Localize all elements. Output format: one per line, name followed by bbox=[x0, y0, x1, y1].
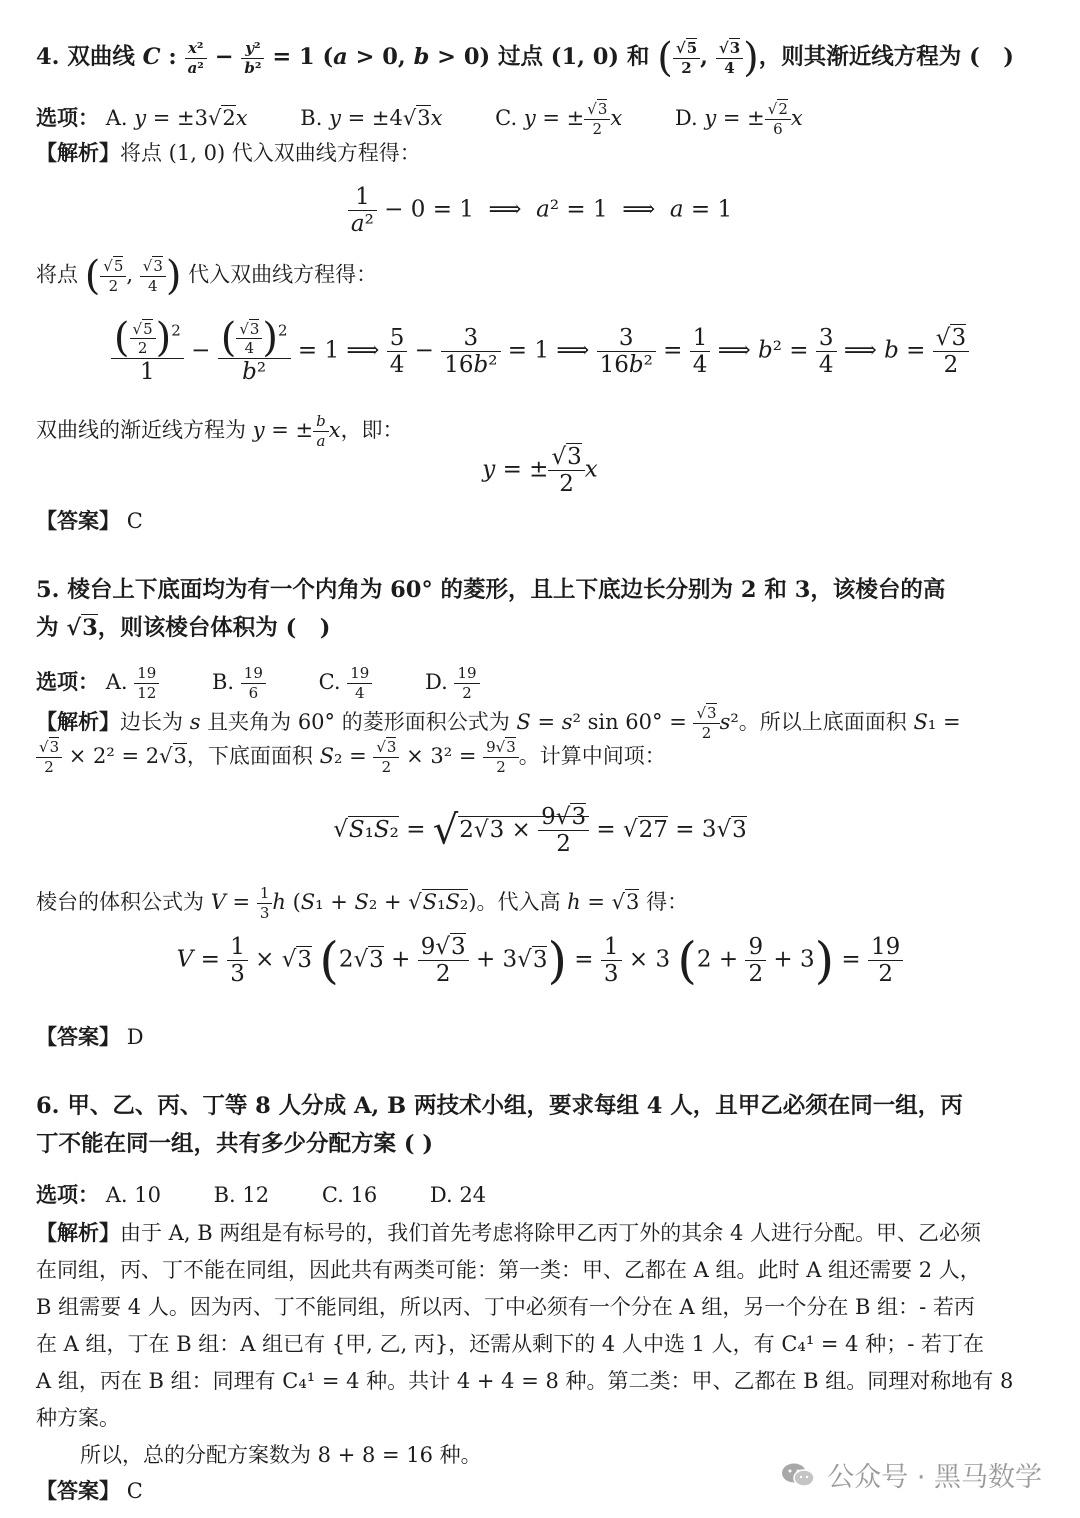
q6-options bbox=[36, 1182, 486, 1208]
analysis-label: 【解析】 bbox=[36, 140, 120, 165]
q6-analysis-line: 种方案。 bbox=[36, 1406, 120, 1430]
q4-analysis-2: 将点 ( $\frac{√5}{2}$ , $\frac{√3}{4}$ ) 代入双曲线方程得： bbox=[36, 253, 378, 299]
q4-equation-2: ( $\frac{√5}{2}$ )$^2$ 1 − ( $\frac{√3}{4}$ )$^2$ b² = 1 ⟹ $\frac{5}{4}$ − $\frac{3}{\text{16b²}}$ = 1 ⟹ $\frac{3}{\text{16b²}}$ = $\frac{1}{4}$ ⟹ b² = $\frac{3}{4}$ ⟹ b = $\frac{√3}{2}$ bbox=[0, 318, 1080, 385]
q5-option-a: A. $\frac{19}{12}$ bbox=[106, 670, 160, 694]
q6-option-b: B. 12 bbox=[213, 1183, 270, 1207]
q4-analysis-1: 【解析】将点 (1, 0) 代入双曲线方程得： bbox=[36, 140, 421, 165]
q6-answer bbox=[36, 1478, 143, 1504]
q5-options bbox=[36, 664, 480, 703]
q4-answer-value: C bbox=[126, 509, 143, 533]
q5-title-2: 为 √3，则该棱台体积为 ( ) bbox=[36, 615, 331, 641]
q5-option-b: B. $\frac{19}{6}$ bbox=[212, 670, 266, 694]
q4-answer bbox=[36, 508, 143, 534]
q6-option-a: A. 10 bbox=[105, 1183, 161, 1207]
q5-answer bbox=[36, 1024, 144, 1050]
analysis-label: 【解析】 bbox=[36, 708, 120, 734]
q5-analysis-1: 【解析】边长为 s 且夹角为 60° 的菱形面积公式为 S = s² sin 60° = $\frac{√3}{2}$ s²。所以上底面面积 S₁ = bbox=[36, 704, 961, 742]
q4-equation-3: y = ± $\frac{√3}{2}$ x bbox=[482, 444, 598, 497]
q5-analysis-2: $\frac{√3}{2}$ × 2² = 2√3，下底面面积 S₂ = $\frac{√3}{2}$ × 3² = $\frac{9√3}{2}$ 。计算中间项： bbox=[36, 738, 666, 777]
q5-equation-1: √S₁S₂ = √2√3 × $\frac{9√3}{2}$ = √27 = 3√3 bbox=[333, 804, 747, 857]
q6-answer-value: C bbox=[126, 1479, 143, 1503]
q6-title-2: 丁不能在同一组，共有多少分配方案 ( ) bbox=[36, 1131, 433, 1157]
q6-title-1: 6. 甲、乙、丙、丁等 8 人分成 A, B 两技术小组，要求每组 4 人，且甲乙必须在同一组，丙 bbox=[36, 1093, 963, 1119]
q6-option-d: D. 24 bbox=[429, 1183, 487, 1207]
q5-title-1: 5. 棱台上下底面均为有一个内角为 60° 的菱形，且上下底边长分别为 2 和 3，该棱台的高 bbox=[36, 577, 946, 603]
options-label: 选项： bbox=[36, 1182, 99, 1207]
q6-analysis-conclusion: 所以，总的分配方案数为 8 + 8 = 16 种。 bbox=[80, 1443, 482, 1467]
options-label: 选项： bbox=[36, 104, 99, 130]
answer-label: 【答案】 bbox=[36, 508, 120, 533]
q5-option-d: D. $\frac{19}{2}$ bbox=[425, 670, 480, 694]
q6-analysis-line: A 组，丙在 B 组：同理有 C₄¹ = 4 种。共计 4 + 4 = 8 种。第二类：甲、乙都在 B 组。同理对称地有 8 bbox=[36, 1369, 1014, 1393]
q4-options: 选项： A. y = ±3√2x B. y = ±4√3x C. y = ± $\frac{√3}{2}$ x D. y = ± $\frac{√2}{6}$ x bbox=[36, 100, 803, 138]
answer-label: 【答案】 bbox=[36, 1024, 120, 1049]
q5-equation-2: V = $\frac{1}{3}$ × √3 (2√3 + $\frac{9√3}{2}$ + 3√3) = $\frac{1}{3}$ × 3 (2 + $\frac{9}{2}$ + 3) = $\frac{19}{2}$ bbox=[0, 934, 1080, 987]
wechat-icon bbox=[781, 1462, 815, 1488]
q5-analysis-3: 棱台的体积公式为 V = $\frac{1}{3}$ h (S₁ + S₂ + √S₁S₂)。代入高 h = √3 得： bbox=[36, 884, 689, 922]
q6-option-c: C. 16 bbox=[321, 1183, 378, 1207]
answer-label: 【答案】 bbox=[36, 1478, 120, 1503]
watermark bbox=[781, 1455, 1042, 1494]
q6-analysis-line: 在 A 组，丁在 B 组：A 组已有 {甲, 乙, 丙}，还需从剩下的 4 人中选 1 人，有 C₄¹ = 4 种；- 若丁在 bbox=[36, 1332, 984, 1356]
q5-option-c: C. $\frac{19}{4}$ bbox=[319, 670, 373, 694]
options-label: 选项： bbox=[36, 668, 99, 694]
q5-answer-value: D bbox=[126, 1025, 144, 1049]
q4-title: 4. 双曲线 C : $\frac{\text{x²}}{\text{a²}}$ − $\frac{\text{y²}}{\text{b²}}$ = 1 (a > 0, b > 0) 过点 (1, 0) 和 ( $\frac{√5}{2}$ , $\frac{√3}{4}$ )，则其渐近线方程为 ( ) bbox=[36, 35, 1014, 81]
q6-analysis-line: 在同组，丙、丁不能在同组，因此共有两类可能：第一类：甲、乙都在 A 组。此时 A 组还需要 2 人， bbox=[36, 1258, 981, 1282]
q6-analysis-line: B 组需要 4 人。因为丙、丁不能同组，所以丙、丁中必须有一个分在 A 组，另一个分在 B 组：- 若丙 bbox=[36, 1295, 975, 1319]
watermark-text: 公众号 · 黑马数学 bbox=[827, 1462, 1042, 1493]
q4-equation-1: $\frac{1}{\text{a²}}$ − 0 = 1 ⟹ a² = 1 ⟹ a = 1 bbox=[0, 184, 1080, 237]
analysis-label: 【解析】 bbox=[36, 1220, 120, 1245]
q4-analysis-3: 双曲线的渐近线方程为 y = ± $\frac{b}{a}$ x，即： bbox=[36, 412, 404, 450]
q6-analysis-line: 【解析】由于 A, B 两组是有标号的，我们首先考虑将除甲乙丙丁外的其余 4 人进行分配。甲、乙必须 bbox=[36, 1220, 982, 1245]
